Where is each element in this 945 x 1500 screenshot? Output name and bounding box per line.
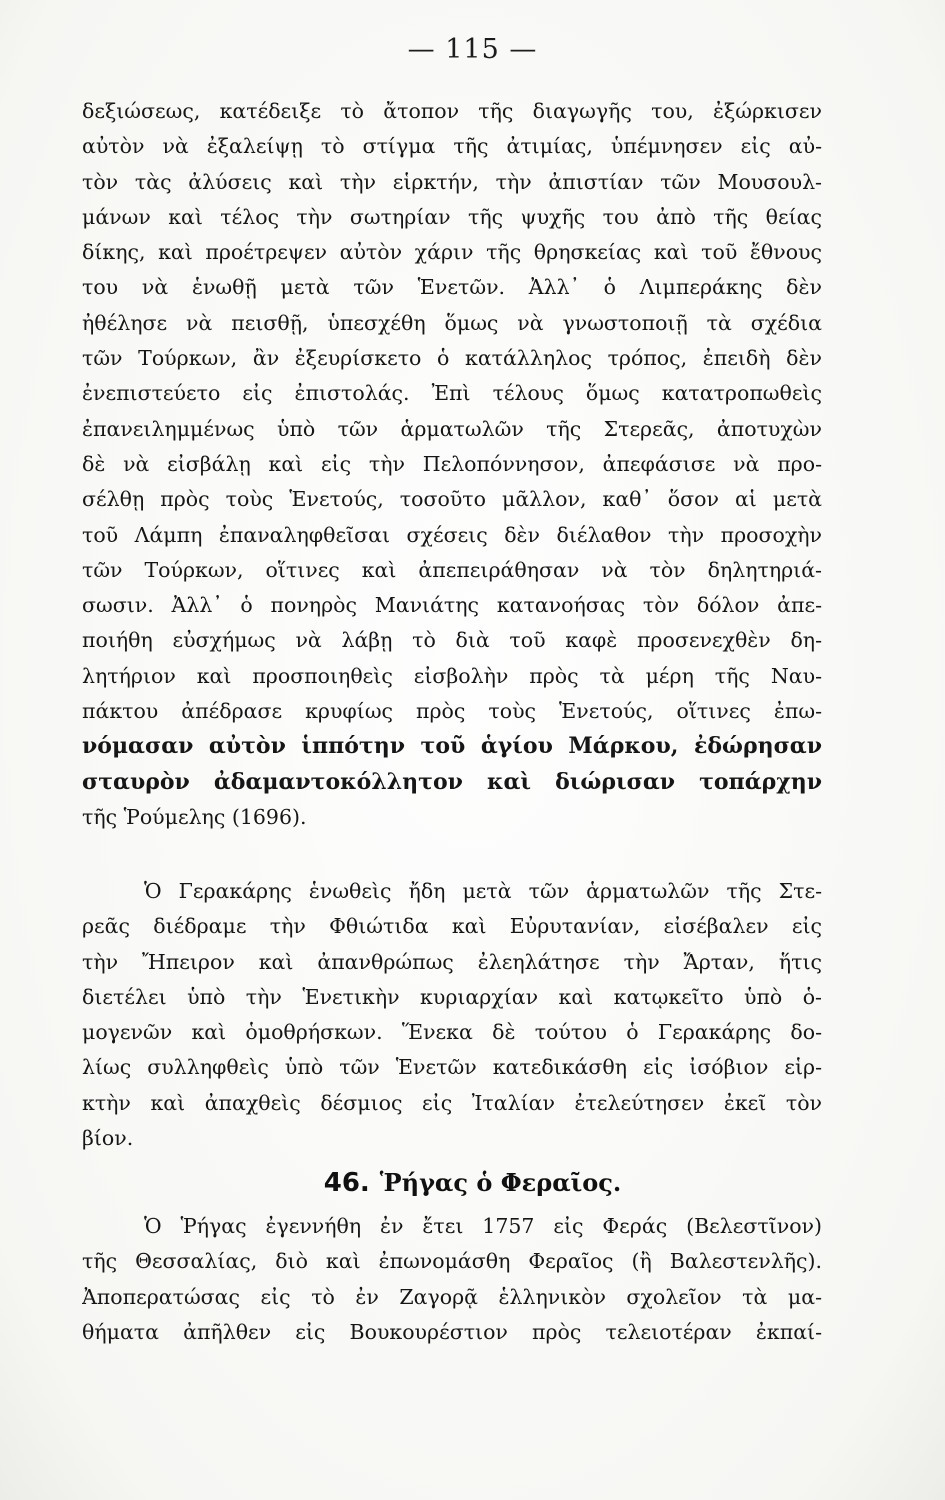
text-line: δίκης, καὶ προέτρεψεν αὐτὸν χάριν τῆς θρησκείας καὶ τοῦ ἔθνους <box>82 240 822 265</box>
text-line: τῶν Τούρκων, ἂν ἐξευρίσκετο ὁ κατάλληλος τρόπος, ἐπειδὴ δὲν <box>82 346 822 371</box>
text-line: αὐτὸν νὰ ἐξαλείψῃ τὸ στίγμα τῆς ἀτιμίας, ὑπέμνησεν εἰς αὐ- <box>82 134 822 159</box>
page-number: — 115 — <box>407 34 538 65</box>
text-line: τὴν Ἤπειρον καὶ ἀπανθρώπως ἐλεηλάτησε τὴν Ἄρταν, ἥτις <box>82 949 822 974</box>
paragraph-1 <box>82 94 822 835</box>
text-line: λητήριον καὶ προσποιηθεὶς εἰσβολὴν πρὸς τὰ μέρη τῆς Ναυ- <box>82 663 822 688</box>
text-line: Ἀποπερατώσας εἰς τὸ ἐν Ζαγορᾷ ἑλληνικὸν σχολεῖον τὰ μα- <box>82 1284 822 1309</box>
text-line: σέλθῃ πρὸς τοὺς Ἑνετούς, τοσοῦτο μᾶλλον, καθ᾽ ὅσον αἱ μετὰ <box>82 487 822 512</box>
text-line: τῆς Ῥούμελης (1696). <box>82 804 307 829</box>
text-line: πάκτου ἀπέδρασε κρυφίως πρὸς τοὺς Ἑνετούς, οἵτινες ἐπω- <box>82 699 822 724</box>
text-line: ἠθέλησε νὰ πεισθῇ, ὑπεσχέθη ὅμως νὰ γνωστοποιῇ τὰ σχέδια <box>82 310 822 335</box>
text-line: τὸν τὰς ἀλύσεις καὶ τὴν εἱρκτήν, τὴν ἀπιστίαν τῶν Μουσουλ- <box>82 169 822 194</box>
text-line: κτὴν καὶ ἀπαχθεὶς δέσμιος εἰς Ἰταλίαν ἐτελεύτησεν ἐκεῖ τὸν <box>82 1090 822 1115</box>
section-heading <box>0 1168 945 1198</box>
text-line: του νὰ ἑνωθῇ μετὰ τῶν Ἑνετῶν. Ἀλλ᾽ ὁ Λιμπεράκης δὲν <box>82 275 822 300</box>
text-line: τῶν Τούρκων, οἵτινες καὶ ἀπεπειράθησαν νὰ τὸν δηλητηριά- <box>82 557 822 582</box>
text-line: δὲ νὰ εἰσβάλῃ καὶ εἰς τὴν Πελοπόννησον, ἀπεφάσισε νὰ προ- <box>82 451 822 476</box>
text-line: ρεᾶς διέδραμε τὴν Φθιώτιδα καὶ Εὐρυτανίαν, εἰσέβαλεν εἰς <box>82 914 822 939</box>
text-line: μογενῶν καὶ ὁμοθρήσκων. Ἕνεκα δὲ τούτου ὁ Γερακάρης δο- <box>82 1020 822 1045</box>
text-line: τῆς Θεσσαλίας, διὸ καὶ ἐπωνομάσθη Φεραῖος (ἢ Βαλεστενλῆς). <box>82 1249 822 1274</box>
paragraph-2 <box>82 874 822 1156</box>
text-line: ἐνεπιστεύετο εἰς ἐπιστολάς. Ἐπὶ τέλους ὅμως κατατροπωθεὶς <box>82 381 822 406</box>
text-line: Ὁ Γερακάρης ἑνωθεὶς ἤδη μετὰ τῶν ἁρματωλῶν τῆς Στε- <box>144 879 822 903</box>
text-line: τοῦ Λάμπη ἐπαναληφθεῖσαι σχέσεις δὲν διέλαθον τὴν προσοχὴν <box>82 522 822 547</box>
text-line: θήματα ἀπῆλθεν εἰς Βουκουρέστιον πρὸς τελειοτέραν ἐκπαί- <box>82 1319 822 1344</box>
text-line: μάνων καὶ τέλος τὴν σωτηρίαν τῆς ψυχῆς του ἀπὸ τῆς θείας <box>82 204 822 229</box>
paragraph-3 <box>82 1209 822 1350</box>
text-line: ἐπανειλημμένως ὑπὸ τῶν ἁρματωλῶν τῆς Στερεᾶς, ἀποτυχὼν <box>82 416 822 441</box>
text-line: νόμασαν αὐτὸν ἱππότην τοῦ ἁγίου Μάρκου, ἐδώρησαν <box>82 733 822 760</box>
text-line: δεξιώσεως, κατέδειξε τὸ ἄτοπον τῆς διαγωγῆς του, ἐξώρκισεν <box>82 99 822 123</box>
text-line: βίον. <box>82 1126 134 1151</box>
text-line: σωσιν. Ἀλλ᾽ ὁ πονηρὸς Μανιάτης κατανοήσας τὸν δόλον ἀπε- <box>82 593 822 618</box>
text-line: διετέλει ὑπὸ τὴν Ἑνετικὴν κυριαρχίαν καὶ κατῳκεῖτο ὑπὸ ὁ- <box>82 984 822 1009</box>
text-line: λίως συλληφθεὶς ὑπὸ τῶν Ἑνετῶν κατεδικάσθη εἰς ἰσόβιον εἱρ- <box>82 1055 822 1080</box>
text-line: Ὁ Ῥήγας ἐγεννήθη ἐν ἔτει 1757 εἰς Φεράς (Βελεστῖνον) <box>144 1214 822 1238</box>
text-line: σταυρὸν ἀδαμαντοκόλλητον καὶ διώρισαν τοπάρχην <box>82 768 822 795</box>
section-number: 46. <box>323 1168 370 1198</box>
text-line: ποιήθη εὐσχήμως νὰ λάβῃ τὸ διὰ τοῦ καφὲ προσενεχθὲν δη- <box>82 628 822 653</box>
section-title: Ῥήγας ὁ Φεραῖος. <box>379 1168 622 1197</box>
